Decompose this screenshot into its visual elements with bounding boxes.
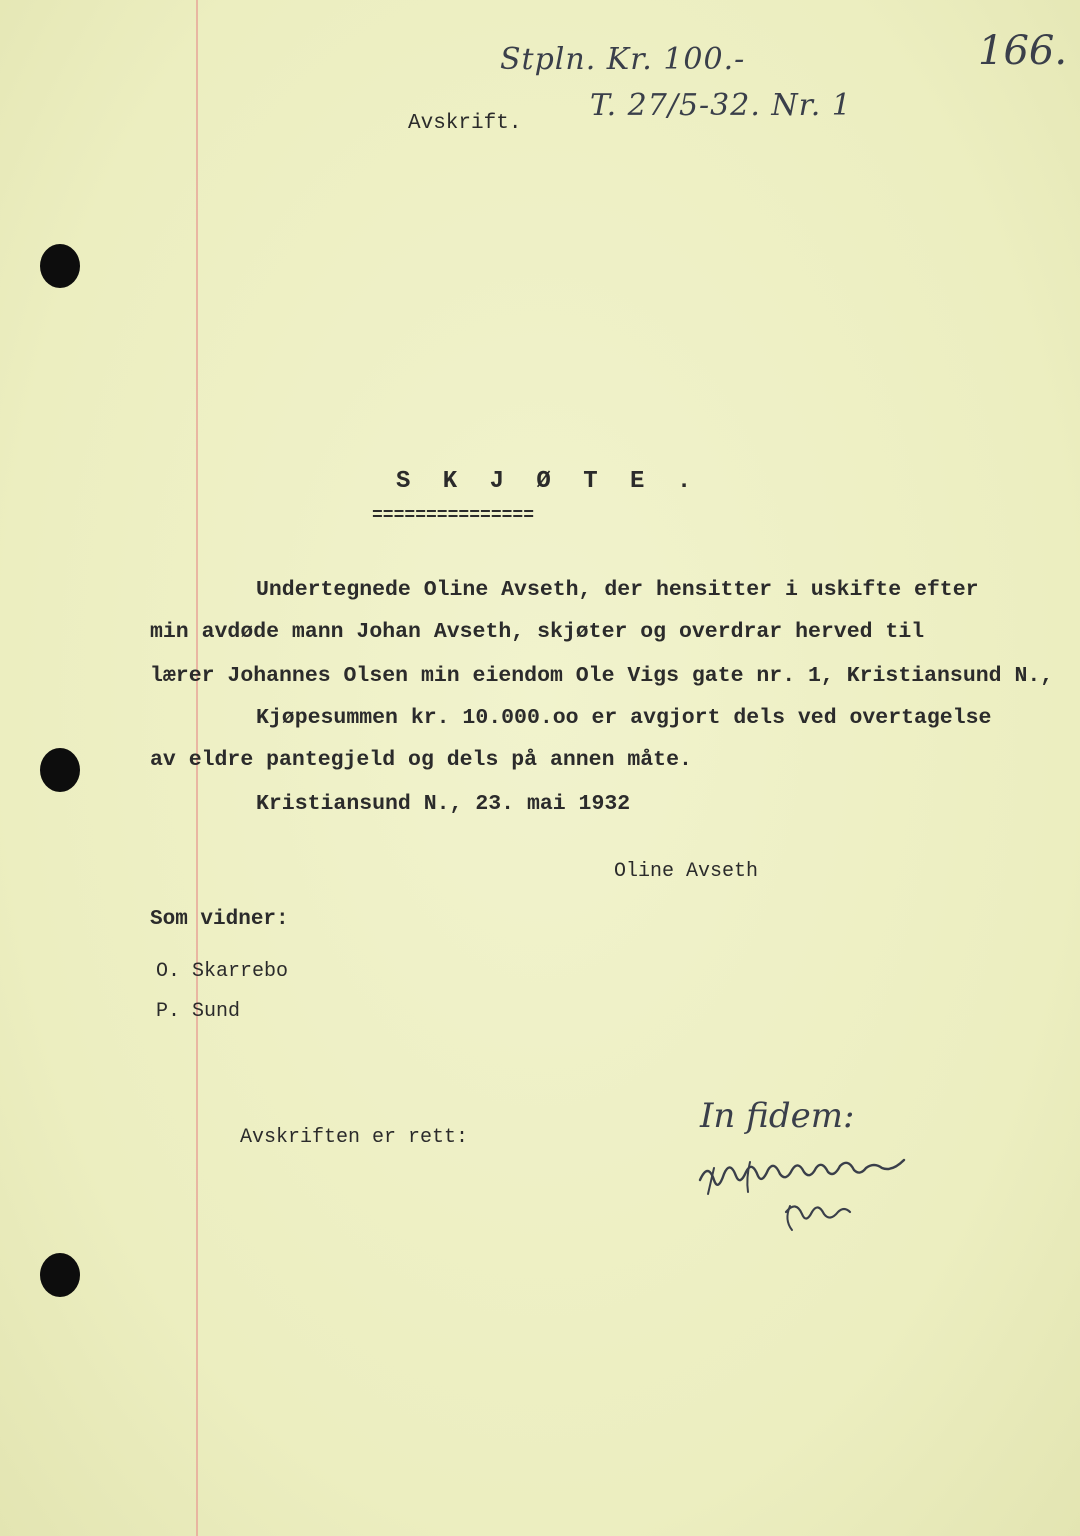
punch-hole <box>40 1253 80 1297</box>
title-underline: =============== <box>372 506 535 526</box>
place-date-line: Kristiansund N., 23. mai 1932 <box>256 792 631 816</box>
typed-signature: Oline Avseth <box>614 860 759 883</box>
body-line: Undertegnede Oline Avseth, der hensitter i uskifte efter <box>256 578 979 602</box>
body-line: av eldre pantegjeld og dels på annen måte. <box>150 748 692 772</box>
witnesses-heading: Som vidner: <box>150 908 289 931</box>
handwritten-signature <box>690 1140 970 1240</box>
document-title: S K J Ø T E . <box>396 468 701 495</box>
body-line: Kjøpesummen kr. 10.000.oo er avgjort dels ved overtagelse <box>256 706 992 730</box>
certification-label: Avskriften er rett: <box>240 1126 469 1149</box>
handwritten-reference: Stpln. Kr. 100.- <box>500 42 746 77</box>
punch-hole <box>40 244 80 288</box>
page-number: 166. <box>978 28 1068 74</box>
witness-name: O. Skarrebo <box>156 960 289 983</box>
body-line: lærer Johannes Olsen min eiendom Ole Vigs gate nr. 1, Kristiansund N., <box>150 664 1054 688</box>
punch-hole <box>40 748 80 792</box>
in-fidem-handwritten: In fidem: <box>700 1096 855 1136</box>
witness-name: P. Sund <box>156 1000 241 1023</box>
handwritten-registration: T. 27/5-32. Nr. 1 <box>590 88 852 123</box>
body-line: min avdøde mann Johan Avseth, skjøter og overdrar herved til <box>150 620 925 644</box>
avskrift-label: Avskrift. <box>408 112 522 135</box>
